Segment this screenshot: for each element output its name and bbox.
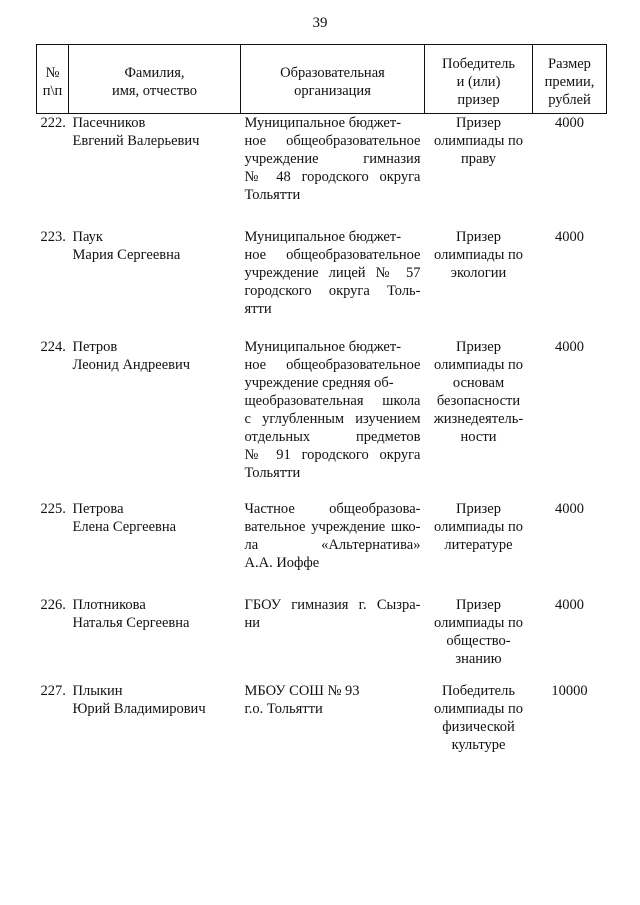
- page-number: 39: [312, 15, 328, 31]
- row-number: 227.: [40, 682, 66, 699]
- organization-line: отдельных предметов: [244, 428, 421, 445]
- organization-line: Тольятти: [244, 464, 301, 481]
- row-number: 224.: [40, 338, 66, 355]
- organization-line: Муниципальное бюджет-: [244, 228, 402, 245]
- award-result-line: культуре: [451, 736, 506, 753]
- person-name-line: Мария Сергеевна: [72, 246, 181, 263]
- person-name: [69, 338, 241, 500]
- header-org-line: Образовательная: [280, 65, 385, 81]
- header-name-line: Фамилия,: [124, 65, 185, 81]
- prize-amount: 4000: [555, 500, 584, 517]
- award-result-line: Победитель: [442, 682, 515, 699]
- award-result-line: олимпиады по: [434, 518, 523, 535]
- award-result-line: литературе: [444, 536, 513, 553]
- organization: [241, 500, 425, 596]
- row-number: 226.: [40, 596, 66, 613]
- table-row: [37, 114, 607, 228]
- prize-amount: 4000: [555, 338, 584, 355]
- award-result: [425, 338, 533, 500]
- table-row: [37, 682, 607, 772]
- person-name-line: Плотникова: [72, 596, 146, 613]
- award-result-line: жизнедеятель-: [433, 410, 524, 427]
- person-name-line: Петрова: [72, 500, 124, 517]
- header-num-line: п\п: [42, 83, 63, 99]
- person-name-line: Евгений Валерьевич: [72, 133, 200, 149]
- organization-line: учреждение средняя об-: [244, 374, 394, 391]
- award-result-line: основам: [452, 374, 505, 391]
- award-result-line: Призер: [456, 228, 501, 245]
- prize-amount: 10000: [551, 682, 588, 699]
- award-result-line: Призер: [456, 115, 501, 131]
- award-result-line: олимпиады по: [434, 700, 523, 717]
- award-result-line: физической: [442, 718, 515, 735]
- organization-line: № 91 городского округа: [244, 446, 421, 463]
- person-name-line: Плыкин: [72, 682, 123, 699]
- table-row: [37, 500, 607, 596]
- person-name-line: Паук: [72, 228, 103, 245]
- organization-line: Муниципальное бюджет-: [244, 115, 402, 131]
- organization: [241, 682, 425, 772]
- organization-line: Муниципальное бюджет-: [244, 338, 402, 355]
- header-prize-line: Размер: [548, 56, 591, 72]
- award-result-line: праву: [460, 151, 497, 167]
- organization-line: Частное общеобразова-: [244, 500, 421, 517]
- award-result-line: Призер: [456, 338, 501, 355]
- person-name-line: Петров: [72, 338, 118, 355]
- organization: [241, 338, 425, 500]
- organization-line: А.А. Иоффе: [244, 554, 320, 571]
- organization-line: ятти: [244, 300, 272, 317]
- person-name: [69, 114, 241, 228]
- person-name: [69, 500, 241, 596]
- award-result: [425, 596, 533, 682]
- person-name-line: Пасечников: [72, 115, 146, 131]
- organization-line: ное общеобразовательное: [244, 246, 421, 263]
- prize-amount: 4000: [555, 228, 584, 245]
- organization-line: № 48 городского округа: [244, 169, 421, 185]
- header-result-line: и (или): [456, 74, 501, 90]
- person-name: [69, 682, 241, 772]
- table-row: [37, 228, 607, 338]
- person-name-line: Елена Сергеевна: [72, 518, 177, 535]
- header-name-line: имя, отчество: [111, 83, 198, 99]
- header-num-line: №: [45, 65, 60, 81]
- row-number: 223.: [40, 228, 66, 245]
- person-name-line: Наталья Сергеевна: [72, 614, 190, 631]
- row-number: 225.: [40, 500, 66, 517]
- award-result-line: Призер: [456, 596, 501, 613]
- organization-line: ное общеобразовательное: [244, 133, 421, 149]
- table-row: [37, 338, 607, 500]
- header-name: [69, 45, 241, 114]
- table-body: [37, 114, 607, 772]
- header-row: [37, 45, 607, 114]
- award-result-line: ности: [460, 428, 497, 445]
- person-name-line: Юрий Владимирович: [72, 700, 206, 717]
- person-name: [69, 596, 241, 682]
- award-result-line: олимпиады по: [434, 614, 523, 631]
- table-row: [37, 596, 607, 682]
- row-number: 222.: [40, 115, 66, 131]
- organization-line: МБОУ СОШ № 93: [244, 682, 360, 699]
- prize-amount: 4000: [555, 596, 584, 613]
- header-org-line: организация: [294, 83, 371, 99]
- organization-line: с углубленным изучением: [244, 410, 421, 427]
- organization-line: ГБОУ гимназия г. Сызра-: [244, 596, 421, 613]
- award-result: [425, 500, 533, 596]
- person-name: [69, 228, 241, 338]
- organization-line: щеобразовательная школа: [244, 392, 421, 409]
- award-result-line: олимпиады по: [434, 133, 523, 149]
- organization: [241, 114, 425, 228]
- award-result-line: знанию: [455, 650, 502, 667]
- header-result-line: Победитель: [442, 56, 515, 72]
- organization-line: ни: [244, 614, 261, 631]
- awards-table: [36, 44, 607, 772]
- award-result-line: безопасности: [436, 392, 521, 409]
- organization-line: учреждение гимназия: [244, 151, 421, 167]
- person-name-line: Леонид Андреевич: [72, 356, 191, 373]
- award-result-line: олимпиады по: [434, 246, 523, 263]
- organization-line: ла «Альтернатива»: [244, 536, 421, 553]
- header-prize-line: премии,: [544, 74, 595, 90]
- organization-line: учреждение лицей № 57: [244, 264, 421, 281]
- organization-line: ное общеобразовательное: [244, 356, 421, 373]
- header-num: [37, 45, 69, 114]
- header-result: [425, 45, 533, 114]
- award-result-line: экологии: [450, 264, 507, 281]
- award-result: [425, 228, 533, 338]
- header-prize: [533, 45, 607, 114]
- organization-line: Тольятти: [244, 187, 301, 203]
- organization-line: вательное учреждение шко-: [244, 518, 421, 535]
- organization: [241, 228, 425, 338]
- organization: [241, 596, 425, 682]
- award-result: [425, 114, 533, 228]
- award-result-line: олимпиады по: [434, 356, 523, 373]
- header-prize-line: рублей: [548, 92, 591, 108]
- organization-line: г.о. Тольятти: [244, 700, 323, 717]
- prize-amount: 4000: [555, 115, 584, 131]
- award-result: [425, 682, 533, 772]
- award-result-line: общество-: [446, 632, 511, 649]
- header-result-line: призер: [457, 92, 500, 108]
- header-org: [241, 45, 425, 114]
- award-result-line: Призер: [456, 500, 501, 517]
- organization-line: городского округа Толь-: [244, 282, 421, 299]
